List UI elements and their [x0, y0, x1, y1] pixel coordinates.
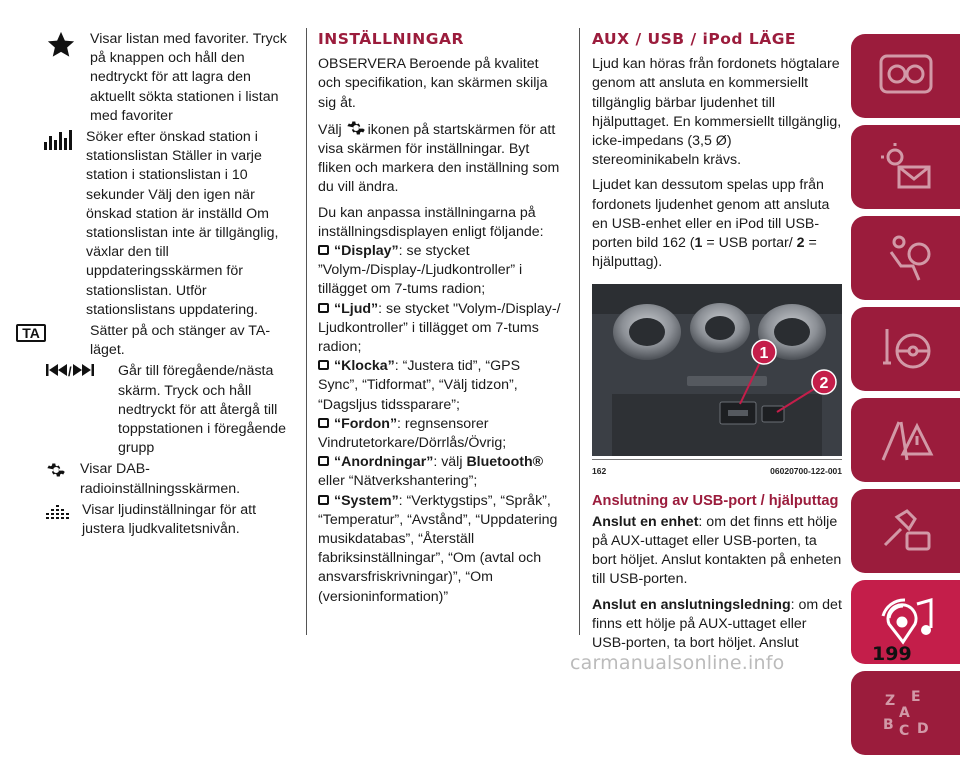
checkbox-bullet-icon — [318, 495, 329, 505]
sound-row — [46, 501, 292, 539]
usb-paragraph-c: = hjälputtag). — [592, 235, 817, 271]
svg-text:Z: Z — [884, 693, 895, 709]
svg-text:A: A — [898, 705, 910, 721]
warning-light-envelope-icon — [877, 141, 935, 193]
figure-caption — [592, 459, 842, 481]
dab-text: Visar DAB-radioinställningsskärmen. — [80, 461, 241, 497]
multimedia-music-icon — [875, 594, 937, 650]
prevnext-text: Går till föregående/nästa skärm. Tryck och håll nedtryckt för att återgå till toppstationen i föregående grupp — [118, 363, 287, 457]
usb-connection-subheading: Anslutning av USB-port / hjälputtag — [592, 492, 839, 509]
figure-code: 06020700-122-001 — [770, 466, 842, 477]
column-divider — [306, 28, 307, 635]
engine-tools-icon — [877, 505, 935, 557]
search-text: Söker efter önskad station i stationslistan Ställer in varje station i stationslistan i 10 sekunder Välj den igen när önskad station är inställd Om stationslistan inte är tillgänglig, växlar den till uppdateringsskärmen för stationslistan. Utför stationslistans uppdatering. — [86, 129, 279, 318]
ta-label: TA — [16, 324, 46, 342]
column-3 — [592, 30, 842, 653]
usb-paragraph-b: = USB portar/ — [702, 235, 797, 252]
item-text: : “Justera tid”, “GPS Sync”, “Tidformat”, “Välj tidzon”, “Dagsljus tidssparare”; — [318, 358, 521, 413]
item-text: : välj — [433, 454, 467, 471]
connect-cable-text: : om det finns ett hölje på AUX-uttaget eller USB-porten, ta bort höljet. Anslut — [592, 596, 842, 652]
star-icon — [46, 30, 90, 126]
ta-row — [16, 322, 292, 360]
watermark: carmanualsonline.info — [570, 652, 785, 674]
prevnext-separator: / — [68, 364, 72, 380]
column-2 — [318, 30, 564, 607]
settings-item-devices — [318, 453, 564, 491]
equalizer-icon — [46, 501, 82, 539]
usb-ref-2: 2 — [796, 235, 805, 252]
tools-steering-icon — [877, 323, 935, 375]
aux-paragraph: Ljud kan höras från fordonets högtalare genom att ansluta en kommersiellt tillgänglig bärbar ljudenhet till hjälputtaget. En kommersiellt tillgänglig, icke-impedans (3,5 Ø) stereominikabeln krävs. — [592, 56, 842, 169]
tab-dashboard[interactable] — [851, 34, 960, 118]
usb-paragraph — [592, 176, 842, 272]
favorites-row — [46, 30, 292, 126]
column-1 — [22, 30, 292, 541]
svg-text:C: C — [898, 723, 909, 739]
checkbox-bullet-icon — [318, 303, 329, 313]
sound-text: Visar ljudinställningar för att justera ljudkvalitetsnivån. — [82, 501, 257, 538]
page-number: 199 — [872, 643, 912, 665]
tab-starting-driving[interactable] — [851, 307, 960, 391]
item-text: : se stycket "Volym-/Display-/ Ljudkontroller” i tillägget om 7-tums radion; — [318, 300, 561, 356]
item-text: : se stycket ”Volym-/Display-/Ljudkontroller” i tillägget om 7-tums radion; — [318, 243, 523, 298]
item-label: “System” — [334, 492, 399, 509]
settings-intro-start: Välj — [318, 121, 342, 138]
svg-text:B: B — [882, 717, 894, 733]
item-label: “Fordon” — [334, 415, 398, 432]
item-text: : regnsensorer Vindrutetorkare/Dörrlås/Övrig; — [318, 415, 507, 452]
tab-emergency[interactable] — [851, 398, 960, 482]
item-label: “Anordningar” — [334, 454, 434, 471]
scan-bars-icon — [44, 128, 86, 320]
favorites-text: Visar listan med favoriter. Tryck på knappen och håll den nedtryckt för att lagra den aktuellt sökta stationen i listan med favoriter — [90, 31, 287, 124]
settings-heading: INSTÄLLNINGAR — [318, 30, 464, 48]
connect-device-label: Anslut en enhet — [592, 513, 699, 530]
checkbox-bullet-icon — [318, 418, 329, 428]
checkbox-bullet-icon — [318, 456, 329, 466]
ta-icon — [16, 322, 90, 360]
callout-1: 1 — [759, 345, 769, 363]
usb-ref-1: 1 — [694, 235, 703, 252]
tab-warning-lights[interactable] — [851, 125, 960, 209]
connect-cable-label: Anslut en anslutningsledning — [592, 596, 791, 613]
settings-note: OBSERVERA Beroende på kvalitet och specifikation, kan skärmen skilja sig åt. — [318, 56, 548, 111]
column-divider — [579, 28, 580, 635]
settings-item-display — [318, 242, 564, 300]
road-warning-icon — [877, 414, 935, 466]
airbag-icon — [877, 232, 935, 284]
settings-item-vehicle — [318, 415, 564, 453]
previous-icon — [46, 364, 68, 376]
svg-text:E: E — [910, 689, 921, 705]
svg-text:D: D — [916, 721, 929, 737]
next-icon — [72, 364, 94, 376]
settings-item-sound — [318, 300, 564, 358]
item-bold-tail: Bluetooth® — [466, 454, 544, 471]
dab-row — [46, 460, 292, 498]
prevnext-row — [46, 362, 292, 458]
checkbox-bullet-icon — [318, 360, 329, 370]
usb-paragraph-a: Ljudet kan dessutom spelas upp från fordonets ljudenhet genom att ansluta en USB-enhet eller en iPod till USB-porten bild 162 ( — [592, 177, 830, 252]
tab-safety[interactable] — [851, 216, 960, 300]
item-label: “Ljud” — [334, 300, 379, 317]
connect-device-text: : om det finns ett hölje på AUX-uttaget eller USB-porten, ta bort höljet. Anslut kontakten på enheten till USB-porten. — [592, 513, 842, 588]
search-row — [44, 128, 292, 320]
connect-device-paragraph — [592, 513, 842, 590]
item-label: “Display” — [334, 243, 399, 260]
settings-customize-intro: Du kan anpassa inställningarna på inställningsdisplayen enligt följande: — [318, 204, 544, 240]
checkbox-bullet-icon — [318, 245, 329, 255]
prevnext-icons — [46, 362, 118, 458]
figure-number: 162 — [592, 466, 607, 477]
settings-intro — [318, 119, 564, 198]
item-text: : “Verktygstips”, “Språk”, “Temperatur”, “Avstånd”, “Uppdatering musikdatabas”, “Återställ fabriksinställningar”, “Om (avtal och ansvarsfriskrivningar)”, “Om (versioninformation)” — [318, 492, 558, 605]
tab-index[interactable] — [851, 671, 960, 755]
item-label: “Klocka” — [334, 358, 395, 375]
connect-cable-paragraph — [592, 596, 842, 654]
aux-usb-heading: AUX / USB / iPod LÄGE — [592, 30, 797, 48]
settings-icon — [46, 460, 80, 498]
tab-maintenance[interactable] — [851, 489, 960, 573]
settings-gear-icon — [346, 119, 364, 137]
callout-2: 2 — [819, 375, 829, 393]
item-text-2: eller “Nätverkshantering”; — [318, 473, 478, 490]
dashboard-icon — [877, 50, 935, 102]
alphabet-index-icon — [877, 687, 935, 739]
ta-text: Sätter på och stänger av TA-läget. — [90, 323, 271, 359]
settings-item-system — [318, 492, 564, 607]
console-photo — [592, 284, 842, 456]
settings-item-clock — [318, 357, 564, 415]
settings-intro-end: ikonen på startskärmen för att visa skärmen för inställningar. Byt fliken och markera den inställning som du vill ändra. — [318, 121, 560, 196]
